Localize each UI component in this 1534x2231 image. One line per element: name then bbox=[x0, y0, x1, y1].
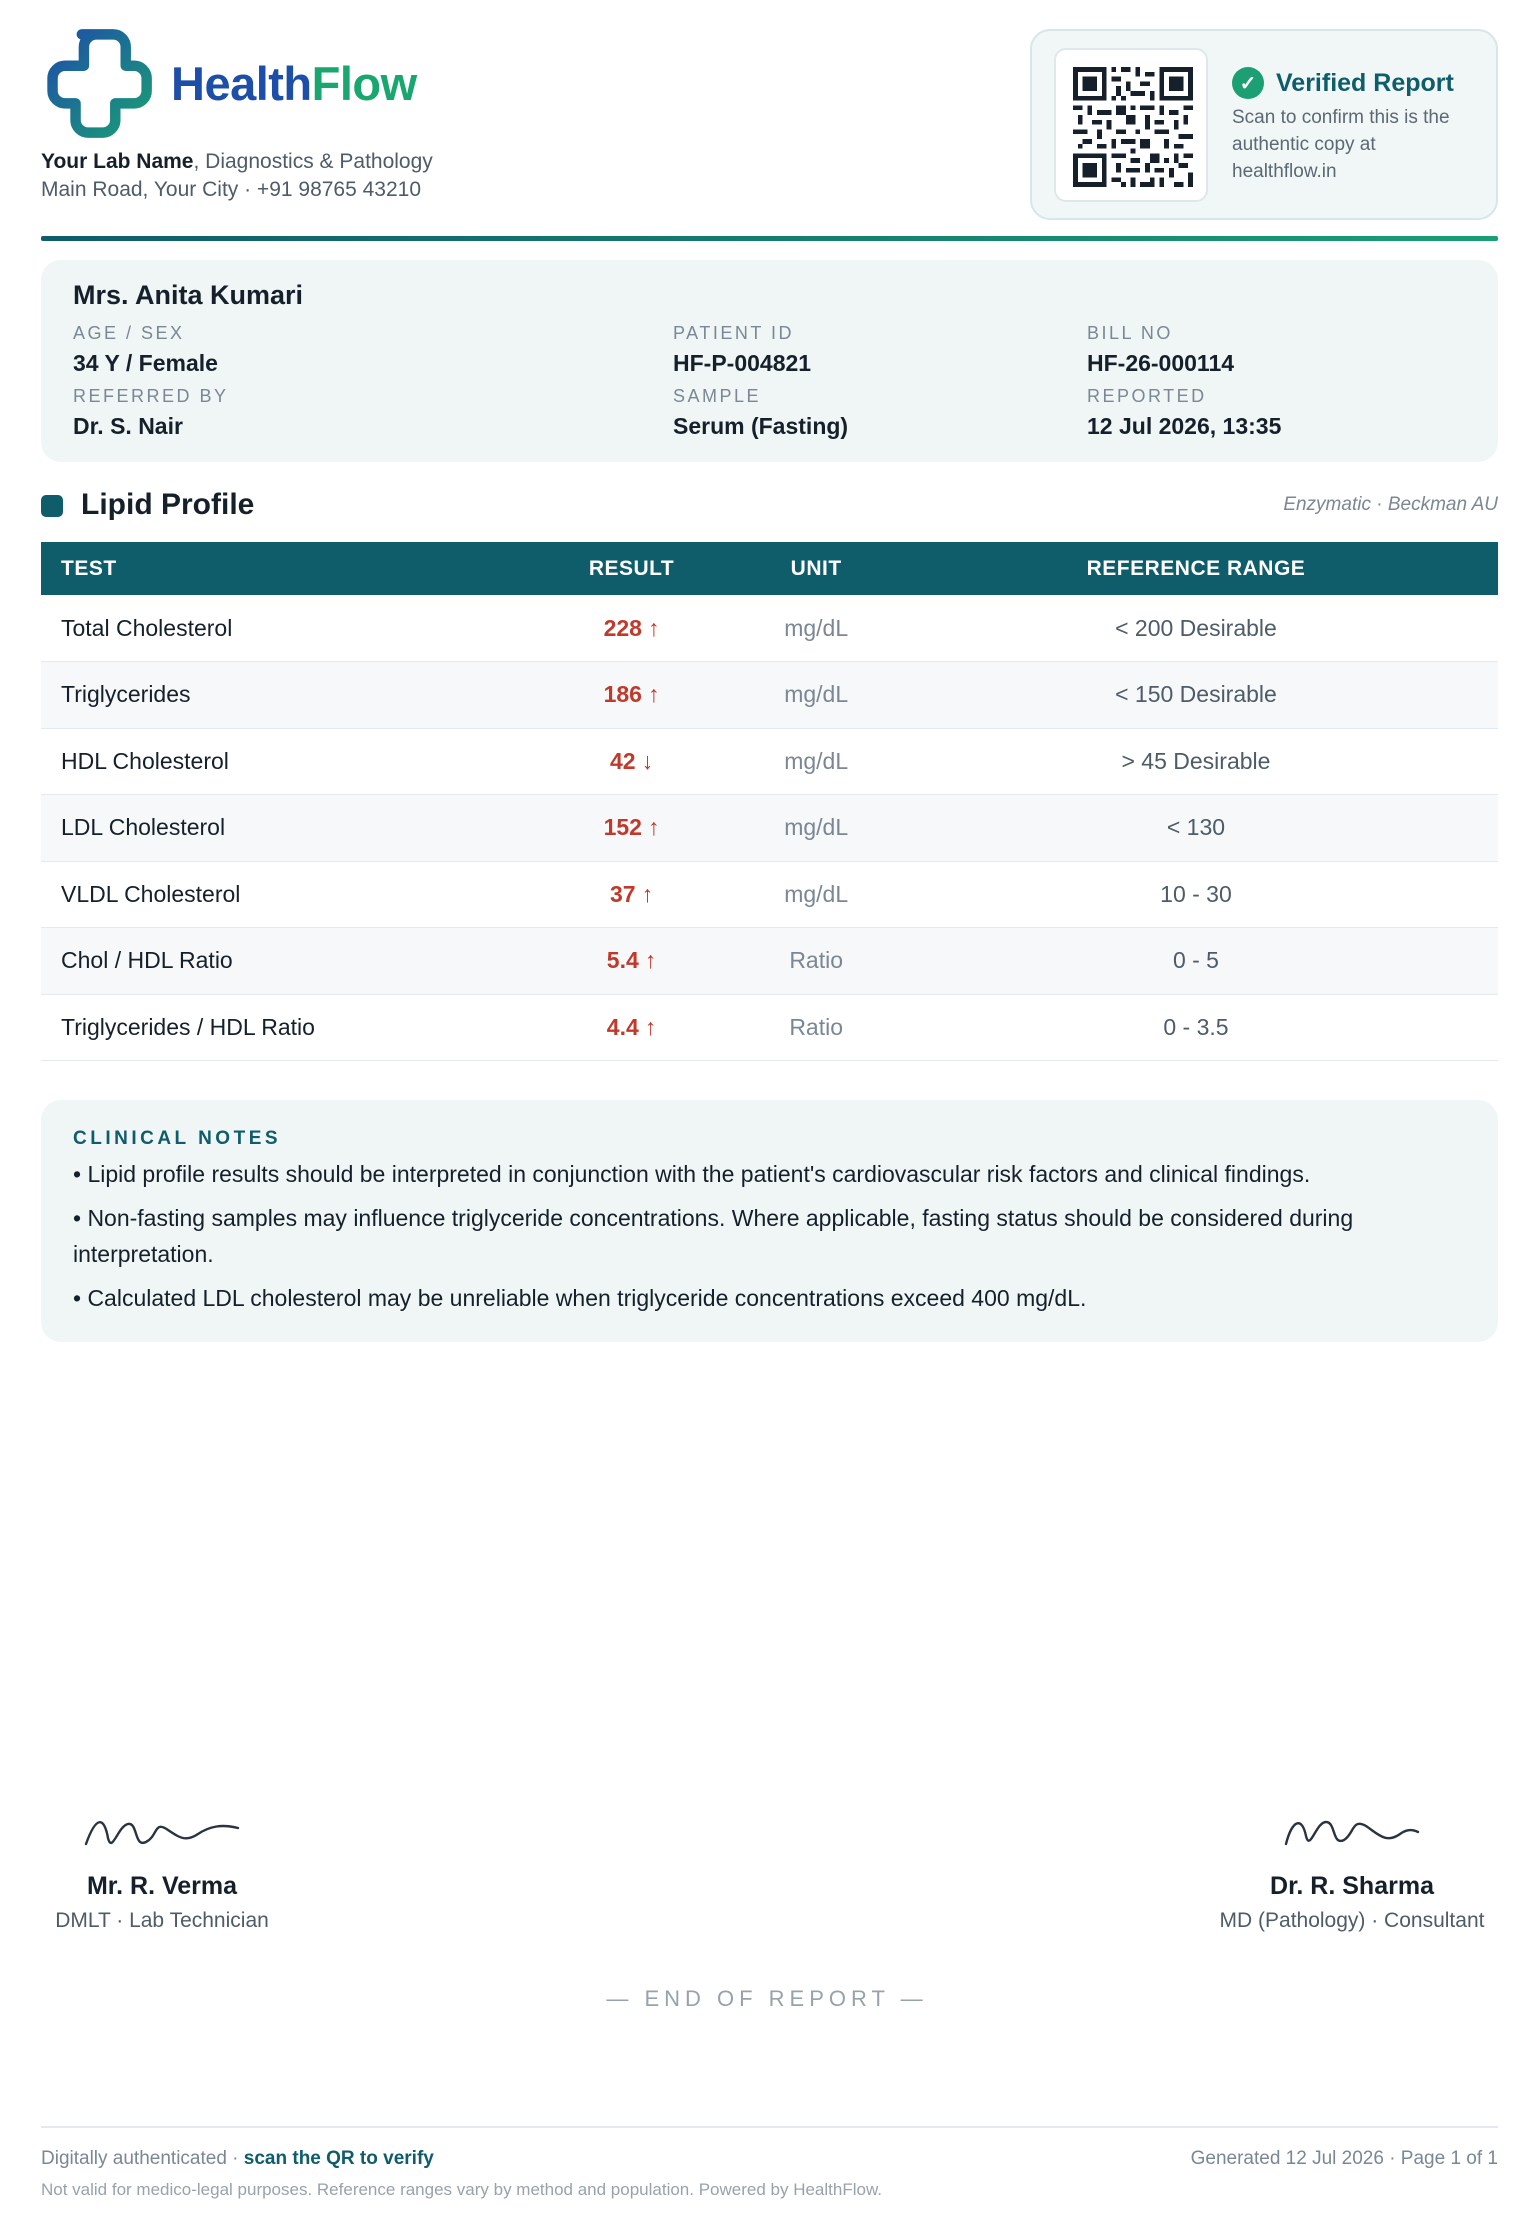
test-name: Triglycerides / HDL Ratio bbox=[41, 994, 525, 1061]
footer-authentication bbox=[41, 2148, 434, 2170]
result-cell bbox=[525, 728, 739, 795]
referred-by-label: REFERRED BY bbox=[73, 386, 229, 406]
result-value: 186 bbox=[603, 681, 642, 708]
test-name: Chol / HDL Ratio bbox=[41, 928, 525, 995]
sample-value: Serum (Fasting) bbox=[673, 413, 849, 439]
brand-name-part2: Flow bbox=[311, 57, 417, 110]
signature-icon bbox=[1282, 1808, 1422, 1856]
clinical-note: • Lipid profile results should be interpreted in conjunction with the patient's cardiovascular risk factors and clinical findings. bbox=[73, 1161, 1311, 1187]
verified-report-label: Verified Report bbox=[1276, 68, 1454, 97]
reference-range-cell: 0 - 3.5 bbox=[894, 994, 1498, 1061]
reported-label: REPORTED bbox=[1087, 386, 1207, 406]
table-header-row bbox=[41, 542, 1498, 595]
result-cell bbox=[525, 928, 739, 995]
reference-range-cell: < 150 Desirable bbox=[894, 662, 1498, 729]
footer-disclaimer: Not valid for medico-legal purposes. Reference ranges vary by method and population. Powered by HealthFlow. bbox=[41, 2180, 883, 2199]
unit-cell: Ratio bbox=[738, 928, 894, 995]
test-name: LDL Cholesterol bbox=[41, 795, 525, 862]
end-of-report: — END OF REPORT — bbox=[606, 1986, 928, 2011]
table-row bbox=[41, 861, 1498, 928]
result-cell bbox=[525, 994, 739, 1061]
arrow-up-icon: ↑ bbox=[644, 947, 657, 974]
header-divider bbox=[41, 236, 1498, 241]
consultant-name: Dr. R. Sharma bbox=[1270, 1872, 1434, 1900]
sample-label: SAMPLE bbox=[673, 386, 762, 406]
verified-report-description: Scan to confirm this is the authentic copy at healthflow.in bbox=[1232, 107, 1450, 182]
lab-name: Your Lab Name bbox=[41, 150, 194, 173]
unit-cell: mg/dL bbox=[738, 662, 894, 729]
test-name: HDL Cholesterol bbox=[41, 728, 525, 795]
footer-divider bbox=[41, 2126, 1498, 2128]
arrow-down-icon: ↓ bbox=[641, 747, 654, 774]
age-sex-label: AGE / SEX bbox=[73, 323, 185, 343]
result-value: 5.4 bbox=[606, 947, 639, 974]
lab-address: Main Road, Your City · +91 98765 43210 bbox=[41, 178, 422, 201]
result-cell bbox=[525, 861, 739, 928]
check-circle-icon: ✓ bbox=[1232, 67, 1264, 99]
table-row bbox=[41, 928, 1498, 995]
verified-report-card bbox=[1030, 29, 1498, 220]
unit-cell: mg/dL bbox=[738, 795, 894, 862]
result-cell bbox=[525, 662, 739, 729]
signature-block-consultant bbox=[1192, 1808, 1512, 1933]
unit-cell: Ratio bbox=[738, 994, 894, 1061]
qr-code-icon bbox=[1073, 67, 1193, 187]
reference-range-cell: 10 - 30 bbox=[894, 861, 1498, 928]
arrow-up-icon: ↑ bbox=[647, 681, 660, 708]
verified-report-title bbox=[1232, 67, 1454, 99]
result-value: 37 bbox=[609, 880, 636, 907]
column-header-result: RESULT bbox=[525, 542, 739, 595]
reference-range-cell: < 200 Desirable bbox=[894, 595, 1498, 662]
bill-no-label: BILL NO bbox=[1087, 323, 1173, 343]
bill-no-value: HF-26-000114 bbox=[1087, 350, 1235, 376]
unit-cell: mg/dL bbox=[738, 728, 894, 795]
result-value: 228 bbox=[603, 614, 642, 641]
lab-tagline: , Diagnostics & Pathology bbox=[193, 150, 433, 173]
verify-link[interactable]: scan the QR to verify bbox=[243, 2148, 434, 2169]
reference-range-cell: < 130 bbox=[894, 795, 1498, 862]
result-value: 152 bbox=[603, 814, 642, 841]
result-value: 4.4 bbox=[606, 1013, 639, 1040]
section-marker-icon bbox=[41, 495, 63, 517]
clinical-note: • Non-fasting samples may influence triglyceride concentrations. Where applicable, fasting status should be considered during interpretation. bbox=[73, 1205, 1354, 1267]
clinical-note: • Calculated LDL cholesterol may be unreliable when triglyceride concentrations exceed 400 mg/dL. bbox=[73, 1285, 1087, 1311]
signature-icon bbox=[82, 1808, 242, 1856]
table-row bbox=[41, 728, 1498, 795]
unit-cell: mg/dL bbox=[738, 861, 894, 928]
column-header-unit: UNIT bbox=[738, 542, 894, 595]
test-name: Triglycerides bbox=[41, 662, 525, 729]
test-name: Total Cholesterol bbox=[41, 595, 525, 662]
age-sex-value: 34 Y / Female bbox=[73, 350, 218, 376]
footer-auth-text: Digitally authenticated · bbox=[41, 2148, 244, 2169]
arrow-up-icon: ↑ bbox=[644, 1013, 657, 1040]
arrow-up-icon: ↑ bbox=[647, 614, 660, 641]
brand-name bbox=[171, 56, 417, 111]
clinical-notes-card bbox=[41, 1100, 1498, 1342]
patient-name: Mrs. Anita Kumari bbox=[73, 280, 304, 310]
consultant-role: MD (Pathology) · Consultant bbox=[1219, 1909, 1485, 1932]
reference-range-cell: > 45 Desirable bbox=[894, 728, 1498, 795]
clinical-notes-title: CLINICAL NOTES bbox=[73, 1128, 282, 1149]
footer-generated: Generated 12 Jul 2026 · Page 1 of 1 bbox=[1190, 2148, 1498, 2169]
section-method: Enzymatic · Beckman AU bbox=[1283, 494, 1498, 515]
result-cell bbox=[525, 595, 739, 662]
lab-name-line bbox=[41, 150, 433, 174]
technician-role: DMLT · Lab Technician bbox=[55, 1909, 269, 1932]
patient-id-value: HF-P-004821 bbox=[673, 350, 812, 376]
patient-id-label: PATIENT ID bbox=[673, 323, 795, 343]
qr-code[interactable] bbox=[1054, 48, 1208, 202]
column-header-test: TEST bbox=[41, 542, 525, 595]
reference-range-cell: 0 - 5 bbox=[894, 928, 1498, 995]
section-title: Lipid Profile bbox=[81, 488, 255, 521]
technician-name: Mr. R. Verma bbox=[86, 1872, 238, 1900]
brand-name-part1: Health bbox=[171, 57, 312, 110]
result-cell bbox=[525, 795, 739, 862]
healthflow-logo-icon bbox=[40, 26, 155, 141]
brand-logo bbox=[40, 26, 417, 141]
test-name: VLDL Cholesterol bbox=[41, 861, 525, 928]
result-value: 42 bbox=[609, 747, 636, 774]
column-header-reference-range: REFERENCE RANGE bbox=[894, 542, 1498, 595]
table-row bbox=[41, 662, 1498, 729]
reported-value: 12 Jul 2026, 13:35 bbox=[1087, 413, 1282, 439]
table-row bbox=[41, 795, 1498, 862]
unit-cell: mg/dL bbox=[738, 595, 894, 662]
table-row bbox=[41, 994, 1498, 1061]
arrow-up-icon: ↑ bbox=[641, 880, 654, 907]
signature-block-technician bbox=[42, 1808, 282, 1933]
results-table bbox=[41, 542, 1498, 1061]
referred-by-value: Dr. S. Nair bbox=[73, 413, 183, 439]
table-row bbox=[41, 595, 1498, 662]
arrow-up-icon: ↑ bbox=[647, 814, 660, 841]
patient-info-card bbox=[41, 260, 1498, 462]
